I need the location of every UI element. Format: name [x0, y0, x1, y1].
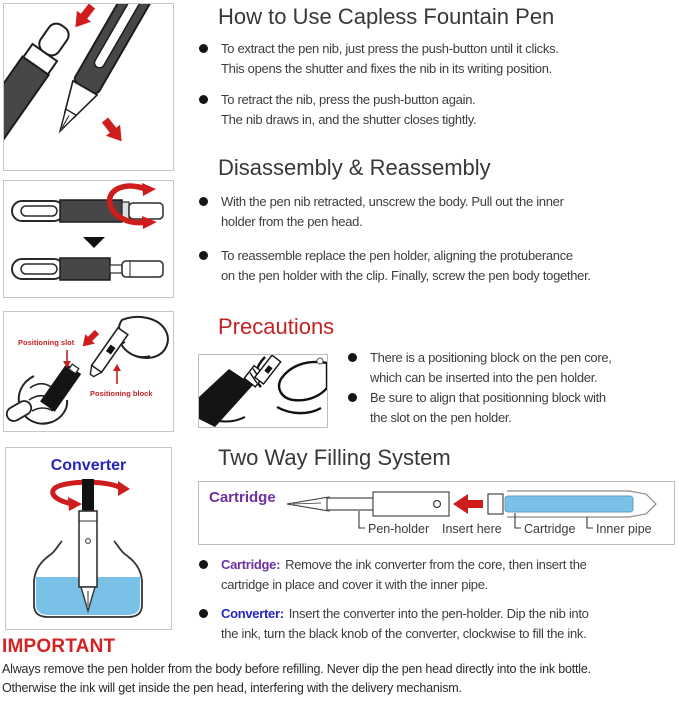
right-hand [279, 362, 327, 400]
cartridge-cap [488, 494, 503, 514]
inner-pipe-label: Inner pipe [596, 522, 652, 536]
precaution-drawing [199, 355, 327, 427]
section-title-disassembly: Disassembly & Reassembly [218, 155, 491, 180]
slot-pointer [63, 350, 71, 368]
red-arrow-icon [98, 114, 129, 146]
bullet-item [199, 604, 589, 644]
bullet-item [199, 555, 587, 595]
block-pointer [113, 364, 121, 384]
section-title-how-to: How to Use Capless Fountain Pen [218, 4, 555, 29]
positioning-slot-label: Positioning slot [18, 338, 75, 347]
red-arrow-icon [68, 4, 99, 33]
cartridge-diagram [198, 481, 675, 545]
bullet-dot [199, 609, 208, 618]
bullet-line: To extract the pen nib, just press the push-button until it clicks. [221, 41, 559, 56]
bullet-line: the ink, turn the black knob of the converter, clockwise to fill the ink. [221, 626, 587, 641]
pen-holder-label: Pen-holder [368, 522, 430, 536]
bullet-line: There is a positioning block on the pen core, [370, 350, 612, 365]
pen-body-capped [4, 17, 76, 170]
bullet-item [348, 348, 668, 388]
bullet-item [199, 192, 564, 232]
red-arrow-icon [78, 327, 102, 351]
bullet-line: cartridge in place and cover it with the inner pipe. [221, 577, 488, 592]
bullet-line: To retract the nib, press the push-button again. [221, 92, 476, 107]
pen-separated [12, 258, 163, 280]
converter-illustration [5, 447, 172, 630]
bullet-line: Be sure to align that positionning block with [370, 390, 606, 405]
precaution-illustration [198, 354, 328, 428]
unscrew-illustration [3, 180, 174, 298]
section-title-filling: Two Way Filling System [218, 445, 451, 470]
bullet-dot [199, 560, 208, 569]
bullet-dot [199, 197, 208, 206]
positioning-drawing [4, 312, 173, 431]
bullet-line: With the pen nib retracted, unscrew the body. Pull out the inner [221, 194, 564, 209]
cartridge-diagram-label: Cartridge [209, 489, 276, 506]
bullet-item [348, 388, 668, 428]
finger [277, 407, 321, 413]
bullet-item [199, 39, 559, 79]
important-title: IMPORTANT [2, 636, 116, 657]
bullet-line: which can be inserted into the pen holder. [370, 370, 598, 385]
insert-here-label: Insert here [442, 522, 502, 536]
positioning-illustration [3, 311, 174, 432]
bullet-line: This opens the shutter and fixes the nib in its writing position. [221, 61, 552, 76]
converter-title: Converter [50, 457, 127, 474]
important-line: Otherwise the ink will get inside the pen head, interfering with the delivery mechanism. [2, 681, 462, 695]
bullet-dot [348, 393, 357, 402]
positioning-block-label: Positioning block [90, 389, 153, 398]
bullet-line: holder from the pen head. [221, 214, 363, 229]
bullet-dot [199, 251, 208, 260]
unscrew-drawing [4, 181, 173, 297]
converter-drawing [6, 479, 171, 629]
pen-assembled [12, 200, 163, 222]
bullet-item [199, 246, 591, 286]
bullet-dot [348, 353, 357, 362]
bullet-line: on the pen holder with the clip. Finally, screw the pen body together. [221, 268, 591, 283]
cartridge-diagram-drawing [199, 482, 674, 544]
cartridge-lead: Cartridge: [221, 557, 281, 572]
bullet-line: To reassemble replace the pen holder, aligning the protuberance [221, 248, 573, 263]
red-arrow-icon [453, 494, 483, 514]
bullet-line: The nib draws in, and the shutter closes tightly. [221, 112, 477, 127]
cartridge-part [505, 496, 633, 512]
push-button-illustration [3, 3, 174, 171]
down-triangle-icon [83, 237, 105, 248]
bullet-dot [199, 95, 208, 104]
pen-holder-part [287, 492, 449, 516]
bullet-line: the slot on the pen holder. [370, 410, 512, 425]
converter-knob [82, 479, 94, 511]
bullet-line: Cartridge: Remove the ink converter from the core, then insert the [221, 557, 587, 572]
important-line: Always remove the pen holder from the body before refilling. Never dip the pen head directly into the ink bottle. [2, 662, 591, 676]
converter-lead: Converter: [221, 606, 284, 621]
bullet-line: Converter: Insert the converter into the pen-holder. Dip the nib into [221, 606, 589, 621]
section-title-precautions: Precautions [218, 314, 335, 339]
bullet-dot [199, 44, 208, 53]
bullet-item [199, 90, 476, 130]
cartridge-label: Cartridge [524, 522, 576, 536]
pen-press-drawing [4, 4, 173, 170]
